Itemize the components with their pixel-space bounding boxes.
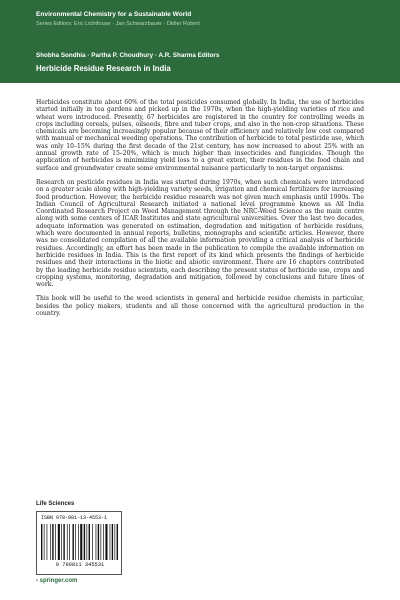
isbn-barcode-block — [36, 511, 122, 575]
barcode-bar — [115, 524, 116, 560]
barcode-digits: 9 789811 345531 — [55, 562, 105, 568]
barcode-bar — [87, 524, 88, 560]
blurb-paragraph-1: Herbicides constitute about 60% of the total pesticides consumed globally. In India, the use of herbicides started initially in tea gardens and picked up in the 1970s, when the high-yielding varieties of rice and wheat were introduced. Presently, 67 herbicides are registered in the country for controlling weeds in crops including cereals, pulses, oilseeds, fibre and tuber crops, and also in the non-crop situations. These chemicals are becoming increasingly popular because of their efficiency and relatively low cost compared with manual or mechanical weeding operations. The contribution of herbicide to total pesticide use, which was only 10–15% during the first decade of the 21st century, has now increased to about 25% with an annual growth rate of 15–20%, which is much higher than insecticides and fungicides. Though the application of herbicides is minimizing yield loss to a great extent, their residues in the food chain and surface and groundwater create some environmental nuisance particularly to non-target organisms. — [36, 99, 364, 172]
barcode-bar — [110, 524, 111, 560]
barcode-bar — [47, 524, 48, 560]
barcode-bar — [67, 524, 68, 560]
barcode-bar — [55, 524, 56, 560]
barcode-bar — [92, 524, 93, 560]
springer-link[interactable]: › springer.com — [36, 578, 78, 584]
cover-header — [0, 0, 400, 83]
blurb-text — [36, 99, 364, 491]
barcode-bar — [80, 524, 82, 560]
barcode-bar — [44, 524, 45, 560]
barcode-bar — [41, 524, 42, 560]
barcode-bar — [61, 524, 62, 560]
blurb-paragraph-2: Research on pesticide residues in India was started during 1970s, when such chemicals were introduced on a greater scale along with high-yielding variety seeds, irrigation and chemical fertilizers for increasing food production. However, the herbicide residue research was not given much emphasis until 1990s. The Indian Council of Agricultural Research initiated a national level programme known as All India Coordinated Research Project on Weed Management through the NRC-Weed Science as the main centre along with some centers of ICAR Institutes and state agricultural universities. Over the last two decades, adequate information was generated on estimation, degradation and mitigation of herbicide residues, which were documented in annual reports, bulletins, monographs and scientific articles. However, there was no consolidated compilation of all the available information providing a critical analysis of herbicide residues. Accordingly, an effort has been made in the publication to compile the available information on herbicide residues in India. This is the first report of its kind which presents the findings of herbicide residues and their interactions in the biotic and abiotic environment. There are 16 chapters contributed by the leading herbicide residue scientists, each describing the present status of herbicide use, crops and cropping systems, monitoring, degradation and mitigation, followed by conclusions and future lines of work. — [36, 178, 364, 289]
barcode-bar — [103, 524, 104, 560]
barcode-bar — [117, 524, 118, 560]
barcode-bar — [89, 524, 90, 560]
blurb-panel — [0, 83, 400, 600]
barcode-bar — [69, 524, 70, 560]
barcode-bar — [58, 524, 60, 560]
blurb-paragraph-3: This book will be useful to the weed scientists in general and herbicide residue chemists in particular, besides the policy makers, students and all those concerned with the agricultural production in the country. — [36, 295, 364, 318]
barcode-bar — [96, 524, 97, 560]
barcode-bar — [112, 524, 113, 560]
series-editors: Series Editors: Eric Lichtfouse · Jan Schwarzbauer · Didier Robert — [36, 21, 200, 27]
series-title: Environmental Chemistry for a Sustainable World — [36, 11, 192, 18]
barcode-bar — [52, 524, 53, 560]
barcode-bar — [78, 524, 79, 560]
subject-category: Life Sciences — [36, 501, 75, 507]
barcode-bar — [75, 524, 76, 560]
volume-editors: Shobha Sondhia · Partha P. Choudhury · A.R. Sharma Editors — [36, 52, 220, 59]
barcode-bar — [105, 524, 107, 560]
barcode-bar — [50, 524, 51, 560]
barcode-bar — [63, 524, 64, 560]
barcode-bar — [84, 524, 85, 560]
barcode-bar — [101, 524, 102, 560]
book-title: Herbicide Residue Research in India — [36, 64, 171, 73]
barcode-icon — [41, 524, 119, 560]
barcode-bar — [98, 524, 99, 560]
barcode-bar — [73, 524, 74, 560]
isbn-label: ISBN 978-981-13-4553-1 — [41, 515, 108, 521]
